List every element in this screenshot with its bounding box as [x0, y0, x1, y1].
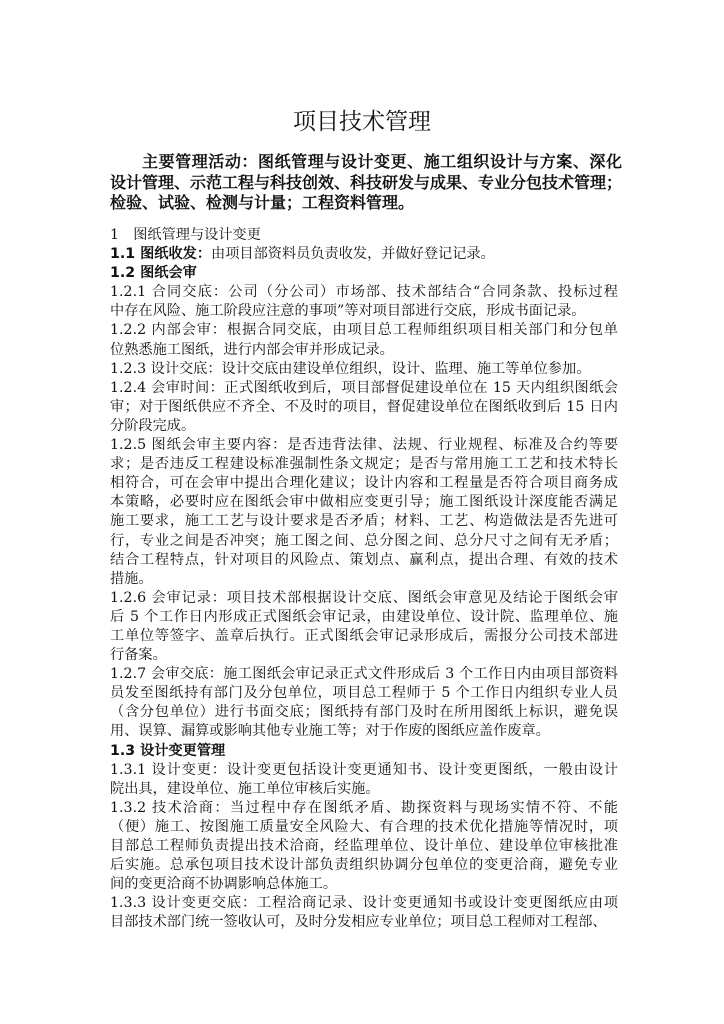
- text-line: [110, 684, 618, 703]
- paragraph: [110, 799, 618, 894]
- text-line: [110, 493, 618, 512]
- line-text: 1.2.3 设计交底：设计交底由建设单位组织，设计、监理、施工等单位参加。: [110, 360, 591, 377]
- line-text: 行备案。: [110, 647, 167, 664]
- document-title: 项目技术管理: [293, 109, 431, 135]
- line-text: 1.2.5 图纸会审主要内容：是否违背法律、法规、行业规程、标准及合约等要: [110, 437, 618, 454]
- line-text: 间的变更洽商不协调影响总体施工。: [110, 876, 338, 893]
- text-line: [110, 436, 618, 455]
- summary-paragraph: [110, 152, 622, 214]
- line-text: 用、误算、漏算或影响其他专业施工等；对于作废的图纸应盖作废章。: [110, 723, 550, 740]
- text-line: [110, 264, 618, 283]
- paragraph: [110, 245, 618, 264]
- text-line: [110, 742, 618, 761]
- text-line: [110, 627, 618, 646]
- line-text: （便）施工、按图施工质量安全风险大、有合理的技术优化措施等情况时，项: [110, 818, 618, 835]
- paragraph: [110, 761, 618, 799]
- text-line: [110, 474, 618, 493]
- text-line: [110, 455, 618, 474]
- text-line: [110, 551, 618, 570]
- line-text: 目部总工程师负责提出技术洽商，经监理单位、设计单位、建设单位审核批准: [110, 838, 618, 854]
- line-text: 后 5 个工作日内形成正式图纸会审记录，由建设单位、设计院、监理单位、施: [110, 608, 618, 625]
- paragraph: [110, 379, 618, 436]
- bold-heading: 1.1 图纸收发：: [110, 246, 212, 263]
- text-line: [110, 894, 618, 913]
- summary-line: 检验、试验、检测与计量；工程资料管理。: [110, 193, 415, 212]
- paragraph: [110, 436, 618, 589]
- line-text: 工单位等签字、盖章后执行。正式图纸会审记录形成后，需报分公司技术部进: [110, 627, 618, 644]
- bold-heading: 1.2 图纸会审: [110, 265, 197, 282]
- line-text: 1 图纸管理与设计变更: [110, 227, 261, 243]
- line-text: 分阶段完成。: [110, 417, 196, 434]
- text-line: [110, 226, 618, 245]
- line-text: 由项目部资料员负责收发，并做好登记记录。: [211, 246, 495, 263]
- text-line: [110, 570, 618, 589]
- summary-line: 设计管理、示范工程与科技创效、科技研发与成果、专业分包技术管理；: [110, 172, 622, 192]
- line-text: 本策略，必要时应在图纸会审中做相应变更引导；施工图纸设计深度能否满足: [110, 494, 618, 511]
- text-line: [110, 417, 618, 436]
- text-line: [110, 532, 618, 551]
- text-line: [110, 341, 618, 360]
- line-text: 院出具，建设单位、施工单位审核后实施。: [110, 780, 380, 797]
- text-line: [110, 589, 618, 608]
- summary-line: 主要管理活动：图纸管理与设计变更、施工组织设计与方案、深化: [142, 152, 622, 171]
- line-text: 审；对于图纸供应不齐全、不及时的项目，督促建设单位在图纸收到后 15 日内: [110, 398, 618, 415]
- paragraph: [110, 264, 618, 283]
- line-text: 1.2.7 会审交底：施工图纸会审记录正式文件形成后 3 个工作日内由项目部资料: [110, 666, 618, 683]
- text-line: [110, 856, 618, 875]
- line-text: 后实施。总承包项目技术设计部负责组织协调分包单位的变更洽商，避免专业: [110, 857, 618, 874]
- line-text: 位熟悉施工图纸，进行内部会审并形成记录。: [110, 341, 394, 358]
- line-text: 1.3.3 设计变更交底：工程洽商记录、设计变更通知书或设计变更图纸应由项: [110, 895, 618, 912]
- text-line: [110, 799, 618, 818]
- line-text: 1.2.2 内部会审：根据合同交底，由项目总工程师组织项目相关部门和分包单: [110, 322, 618, 339]
- paragraph: [110, 360, 618, 379]
- paragraph: [110, 589, 618, 665]
- text-line: [110, 608, 618, 627]
- line-text: 1.2.6 会审记录：项目技术部根据设计交底、图纸会审意见及结论于图纸会审: [110, 589, 618, 606]
- paragraph: [110, 742, 618, 761]
- line-text: （含分包单位）进行书面交底；图纸持有部门及时在所用图纸上标识，避免误: [110, 704, 618, 721]
- line-text: 措施。: [110, 570, 153, 587]
- paragraph: [110, 283, 618, 321]
- line-text: 相符合，可在会审中提出合理化建议；设计内容和工程量是否符合项目商务成: [110, 475, 618, 492]
- line-text: 结合工程特点，针对项目的风险点、策划点、赢利点，提出合理、有效的技术: [110, 551, 618, 568]
- text-line: [110, 722, 618, 741]
- text-line: [110, 761, 618, 780]
- line-text: 行，专业之间是否冲突；施工图之间、总分图之间、总分尺寸之间有无矛盾；: [110, 532, 618, 549]
- text-line: [110, 512, 618, 531]
- document-body: [110, 226, 618, 932]
- text-line: [110, 837, 618, 856]
- text-line: [110, 818, 618, 837]
- text-line: [110, 780, 618, 799]
- line-text: 员发至图纸持有部门及分包单位，项目总工程师于 5 个工作日内组织专业人员: [110, 685, 618, 702]
- line-text: 目部技术部门统一签收认可，及时分发相应专业单位；项目总工程师对工程部、: [110, 914, 607, 931]
- line-text: 1.2.1 合同交底：公司（分公司）市场部、技术部结合“合同条款、投标过程: [110, 284, 618, 301]
- text-line: [110, 321, 618, 340]
- text-line: [110, 665, 618, 684]
- text-line: [110, 245, 618, 264]
- bold-heading: 1.3 设计变更管理: [110, 742, 226, 759]
- text-line: [110, 703, 618, 722]
- text-line: [110, 283, 618, 302]
- text-line: [110, 398, 618, 417]
- text-line: [110, 913, 618, 932]
- line-text: 求；是否违反工程建设标准强制性条文规定；是否与常用施工工艺和技术特长: [110, 456, 618, 473]
- line-text: 1.3.1 设计变更：设计变更包括设计变更通知书、设计变更图纸，一般由设计: [110, 761, 618, 778]
- line-text: 施工要求，施工工艺与设计要求是否矛盾；材料、工艺、构造做法是否先进可: [110, 513, 618, 530]
- text-line: [110, 379, 618, 398]
- paragraph: [110, 226, 618, 245]
- text-line: [110, 302, 618, 321]
- paragraph: [110, 665, 618, 741]
- line-text: 1.2.4 会审时间：正式图纸收到后，项目部督促建设单位在 15 天内组织图纸会: [110, 379, 618, 396]
- paragraph: [110, 321, 618, 359]
- text-line: [110, 875, 618, 894]
- text-line: [110, 646, 618, 665]
- line-text: 中存在风险、施工阶段应注意的事项”等对项目部进行交底，形成书面记录。: [110, 303, 586, 320]
- text-line: [110, 360, 618, 379]
- paragraph: [110, 894, 618, 932]
- line-text: 1.3.2 技术洽商：当过程中存在图纸矛盾、勘探资料与现场实情不符、不能: [110, 799, 618, 816]
